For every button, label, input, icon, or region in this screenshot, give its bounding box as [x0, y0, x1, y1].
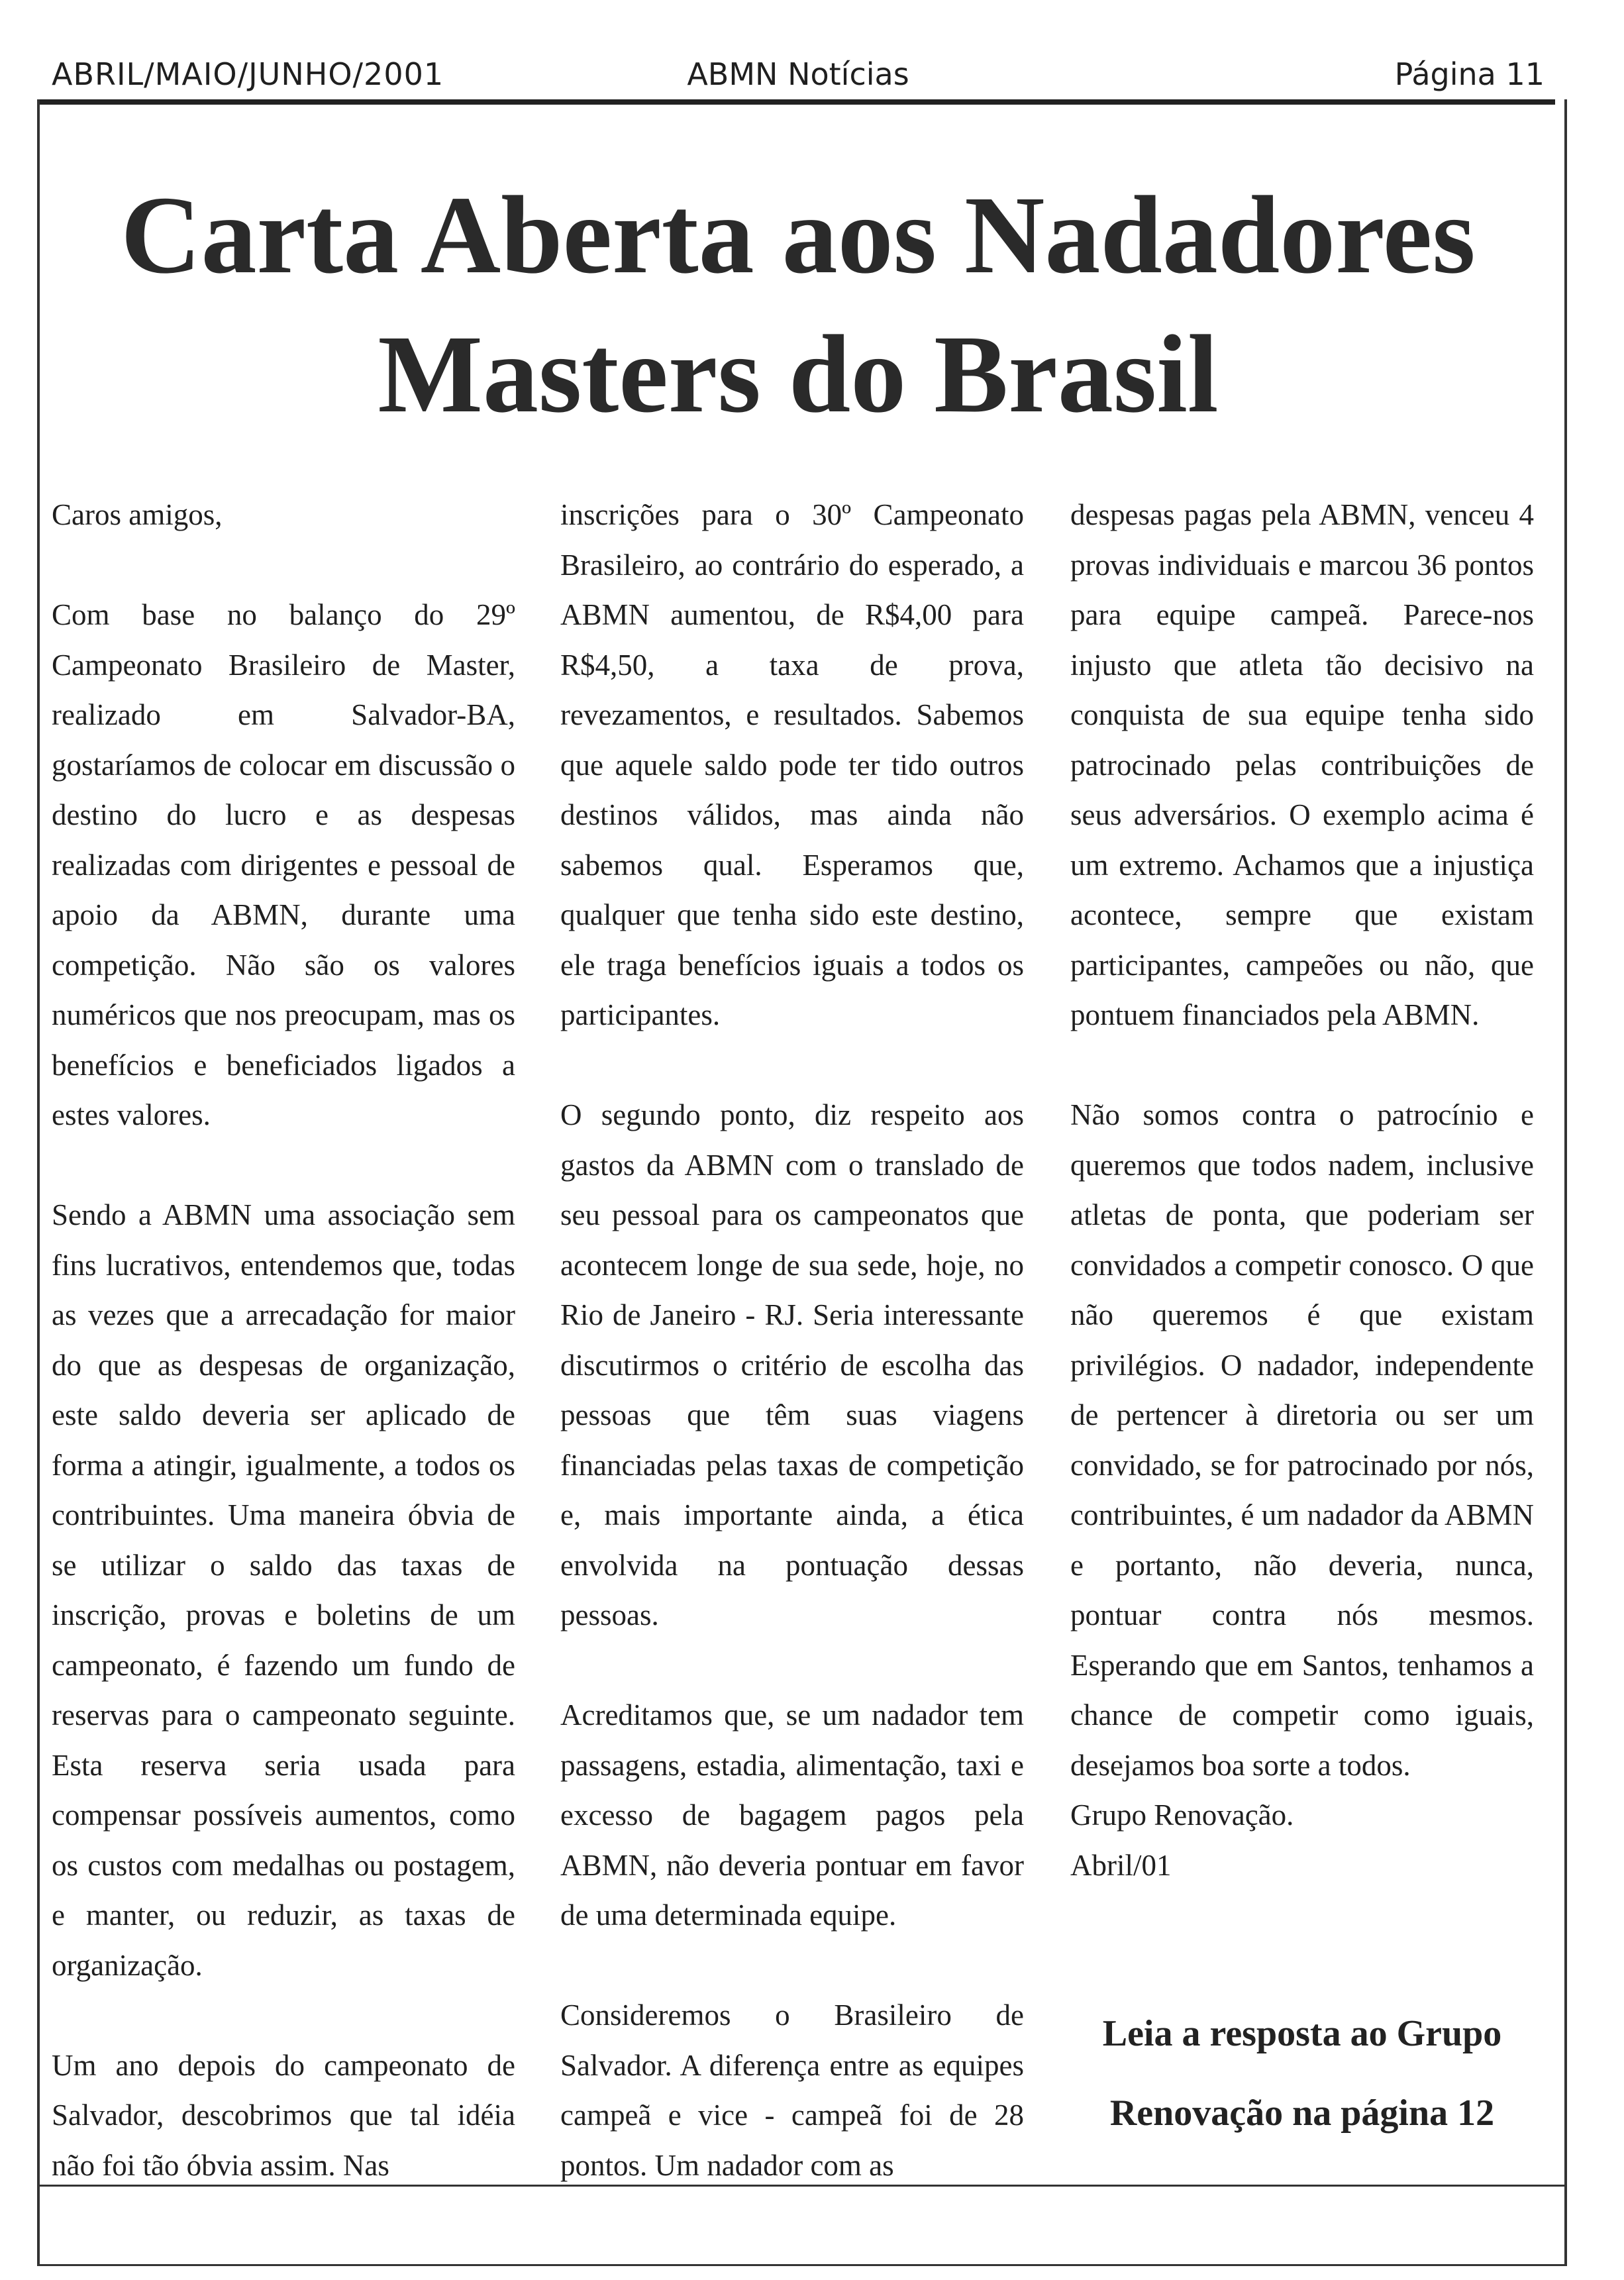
issue-date: ABRIL/MAIO/JUNHO/2001	[52, 56, 444, 92]
callout-line-1: Leia a resposta ao Grupo	[1102, 2013, 1502, 2054]
article-title	[46, 166, 1550, 444]
publication-name: ABMN Notícias	[687, 56, 909, 92]
paragraph: Consideremos o Brasileiro de Salvador. A diferença entre as equipes campeã e vice - campeã foi de 28 pontos. Um nadador com as	[560, 1998, 1024, 2182]
paragraph: O segundo ponto, diz respeito aos gastos da ABMN com o translado de seu pessoal para os campeonatos que acontecem longe de sua sede, hoje, no Rio de Janeiro - RJ. Seria interessante discutirmos o critério de escolha das pessoas que têm suas viagens financiadas pelas taxas de competição e, mais importante ainda, a ética envolvida na pontuação dessas pessoas.	[560, 1098, 1024, 1632]
article-column-2	[560, 490, 1024, 2191]
paragraph: despesas pagas pela ABMN, venceu 4 provas individuais e marcou 36 pontos para equipe campeã. Parece-nos injusto que atleta tão decisivo na conquista de sua equipe tenha sido patrocinado pelas contribuições de seus adversários. O exemplo acima é um extremo. Achamos que a injustiça acontece, sempre que existam participantes, campeões ou não, que pontuem financiados pela ABMN.	[1070, 498, 1534, 1031]
paragraph: Sendo a ABMN uma associação sem fins lucrativos, entendemos que, todas as vezes que a arrecadação for maior do que as despesas de organização, este saldo deveria ser aplicado de forma a atingir, igualmente, a todos os contribuintes. Uma maneira óbvia de se utilizar o saldo das taxas de inscrição, provas e boletins de um campeonato, é fazendo um fundo de reservas para o campeonato seguinte. Esta reserva seria usada para compensar possíveis aumentos, como os custos com medalhas ou postagem, e manter, ou reduzir, as taxas de organização.	[52, 1198, 515, 1982]
paragraph: Acreditamos que, se um nadador tem passagens, estadia, alimentação, taxi e excesso de bagagem pagos pela ABMN, não deveria pontuar em favor de uma determinada equipe.	[560, 1698, 1024, 1932]
page-header	[46, 48, 1550, 101]
frame-left-border	[37, 99, 40, 2265]
paragraph: inscrições para o 30º Campeonato Brasileiro, ao contrário do esperado, a ABMN aumentou, de R$4,00 para R$4,50, a taxa de prova, revezamentos, e resultados. Sabemos que aquele saldo pode ter tido outros destinos válidos, mas ainda não sabemos qual. Esperamos que, qualquer que tenha sido este destino, ele traga benefícios iguais a todos os participantes.	[560, 498, 1024, 1031]
article-column-3	[1070, 490, 1534, 1891]
salutation: Caros amigos,	[52, 498, 223, 531]
footer-rule-lower	[37, 2264, 1567, 2266]
signature-date: Abril/01	[1070, 1848, 1172, 1882]
article-title-line-2: Masters do Brasil	[378, 313, 1219, 436]
paragraph: Com base no balanço do 29º Campeonato Brasileiro de Master, realizado em Salvador-BA, gostaríamos de colocar em discussão o destino do lucro e as despesas realizadas com dirigentes e pessoal de apoio da ABMN, durante uma competição. Não são os valores numéricos que nos preocupam, mas os benefícios e beneficiados ligados a estes valores.	[52, 598, 515, 1131]
signature: Grupo Renovação.	[1070, 1798, 1294, 1832]
paragraph: Um ano depois do campeonato de Salvador, descobrimos que tal idéia não foi tão óbvia assim. Nas	[52, 2048, 515, 2182]
paragraph: Não somos contra o patrocínio e queremos que todos nadem, inclusive atletas de ponta, que poderiam ser convidados a competir conosco. O que não queremos é que existam privilégios. O nadador, independente de pertencer à diretoria ou ser um convidado, se for patrocinado por nós, contribuintes, é um nadador da ABMN e portanto, não deveria, nunca, pontuar contra nós mesmos. Esperando que em Santos, tenhamos a chance de competir como iguais, desejamos boa sorte a todos.	[1070, 1098, 1534, 1782]
callout-line-2: Renovação na página 12	[1109, 2093, 1495, 2134]
page-number: Página 11	[1394, 56, 1545, 92]
frame-right-border	[1564, 99, 1567, 2265]
article-title-line-1: Carta Aberta aos Nadadores	[121, 174, 1476, 297]
header-rule	[38, 99, 1555, 105]
response-callout	[1070, 1994, 1534, 2153]
article-column-1	[52, 490, 515, 2191]
